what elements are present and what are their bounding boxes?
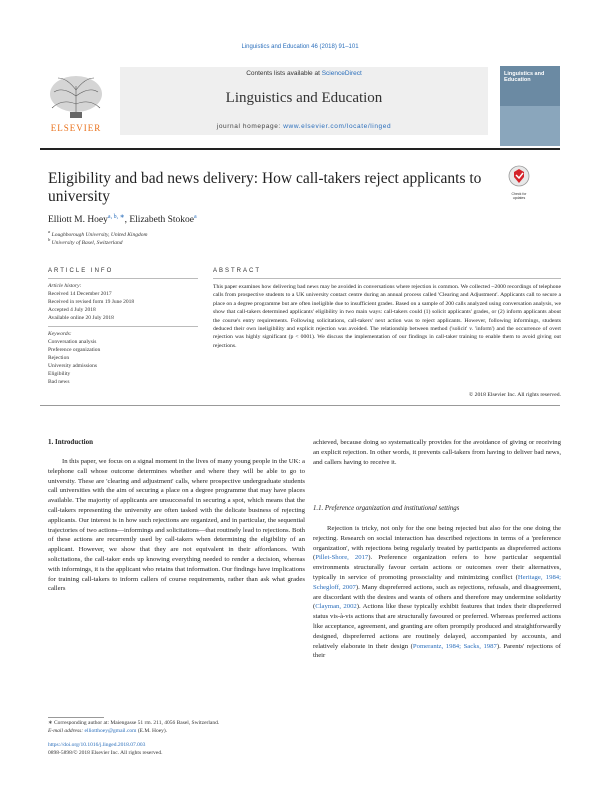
elsevier-logo (40, 66, 112, 136)
affiliation-mark: b (48, 237, 51, 242)
keywords-rule (48, 326, 198, 327)
abstract-copyright: © 2018 Elsevier Inc. All rights reserved. (468, 392, 561, 398)
citation-link[interactable]: Heritage, 1984; Schegloff, 2007 (313, 573, 561, 591)
email-label: E-mail address: (48, 728, 85, 734)
doi-line (48, 742, 308, 749)
issn-line: 0898-5898/© 2018 Elsevier Inc. All rights reserved. (48, 750, 163, 756)
article-info-rule (48, 278, 198, 279)
history-item: Received 14 December 2017 (48, 291, 112, 297)
text-run: ). Many dispreferred actions, such as rejections, refusals, and disagreement, are discordant with the desires and wants of others and therefore may undermine solidarity ( (313, 583, 561, 611)
doi-link[interactable]: https://doi.org/10.1016/j.linged.2018.07.003 (48, 742, 146, 748)
affiliation-text: University of Basel, Switzerland (51, 239, 123, 246)
subsection-heading: 1.1. Preference organization and institutional settings (313, 505, 460, 512)
affiliation-mark: a (48, 229, 51, 234)
article-info-heading: ARTICLE INFO (48, 268, 114, 274)
history-label: Article history: (48, 283, 82, 289)
header-rule (40, 148, 560, 150)
email-link[interactable]: elliotthoey@gmail.com (84, 728, 137, 734)
journal-title: Linguistics and Education (225, 90, 383, 106)
abstract-rule (213, 278, 561, 279)
keyword: Bad news (48, 379, 70, 385)
paper-title: Eligibility and bad news delivery: How call-takers reject applicants to university (48, 170, 482, 205)
homepage-prefix: journal homepage: (216, 123, 284, 130)
contents-prefix: Contents lists available at (246, 70, 322, 77)
journal-cover-thumbnail (500, 66, 560, 146)
citation-link[interactable]: Pomerantz, 1984; Sacks, 1987 (412, 642, 497, 650)
affiliation (48, 237, 123, 246)
keyword: Eligibility (48, 371, 71, 377)
journal-homepage (120, 123, 488, 130)
text-run: ). Actions like these typically exhibit features that index their dispreferred status vis-à-vis actions that are structurally favoured or preferred. Whereas preferred actions like acceptance, agreement, and granting are often promptly produced and straightforwardly designed, dispreferred actions are routinely delayed, accompanied by accounts, and relatively elaborate in their design ( (313, 603, 561, 650)
author-separator: , (124, 215, 130, 226)
footnote-rule (48, 717, 104, 718)
body-paragraph: In this paper, we focus on a signal moment in the lives of many young people in the UK: a telephone call whose outcome determines whether and where they will be able to go to university. These are 'clearing and adjustment' calls, where prospective undergraduate students call universities with the aim of securing a place on a degree programme that may have places available. The majority of applicants are unsuccessful in securing a spot, which means that the call-takers representing the university are often tasked with the delicate business of rejecting applicants. Our interest is in how such rejections are organized, and in particular, the sequential trajectories of two actions—informings and solicitations—that routinely lead to rejections. Both of these actions are recurrently used by call-takers when determining the eligibility of an applicant. However, we show that they are not equivalent in their affordances. With solicitations, the call-taker ends up knowing everything needed to render a decision, whereas with informings, it is the applicant who retains that information. Our findings have implications for training call-takers to inform callers of course requirements, rather than ask what grades callers (48, 458, 305, 593)
email-note (48, 728, 308, 735)
affiliation-text: Loughborough University, United Kingdom (51, 231, 148, 238)
text-run: ). Parents' rejections of their (313, 642, 561, 660)
contents-line (120, 70, 488, 77)
check-for-updates-badge[interactable] (508, 165, 530, 200)
corresponding-author-note: ∗ Corresponding author at: Maiengasse 51 rm. 211, 4056 Basel, Switzerland. (48, 720, 220, 726)
author-marks[interactable]: a (194, 214, 197, 220)
history-item: Received in revised form 19 June 2018 (48, 299, 135, 305)
keyword: University admissions (48, 363, 98, 369)
keyword: Preference organization (48, 347, 101, 353)
intro-column (48, 457, 305, 594)
body-paragraph (313, 524, 561, 661)
history-item: Available online 20 July 2018 (48, 315, 114, 321)
right-column-continuation: achieved, because doing so systematically provides for the avoidance of giving or receiving an explicit rejection. In other words, it prevents call-takers from having to deliver bad news, and callers having to receive it. (313, 439, 561, 466)
citation-link[interactable]: Pillet-Shore, 2017 (315, 554, 369, 562)
text-run: Rejection is tricky, not only for the one being rejected but also for the one doing the rejecting. Research on social interaction has described rejections in terms of a 'preference organization', with rejections being regularly treated by participants as dispreferred actions ( (313, 525, 561, 562)
cover-title: Linguistics and Education (504, 71, 545, 84)
author-name[interactable]: Elliott M. Hoey (48, 215, 108, 226)
elsevier-wordmark: ELSEVIER (50, 123, 102, 133)
author-list (48, 213, 197, 225)
abstract-text: This paper examines how delivering bad news may be avoided in conversations where rejection is common. We collected ~2000 recordings of telephone calls from prospective students to a UK university contact centre during an annual process called 'Clearing and Adjustment'. Applicants call to secure a place on a degree programme but are often ineligible due to insufficient grades. Based on a sample of 200 calls analyzed using conversation analysis, we show that call-takers determined applicants' eligibility in two main ways: call-takers could (1) solicit applicants' grades, or (2) inform applicants about the course's entry requirements. Following solicitations, call-takers' next action was to reject applicants. However, following informings, students deduced their own ineligibility and explicit rejection was avoided. The relationship between method ('solicit' v. 'inform') and the occurrence of overt rejection was highly significant (p < 0001). We discuss the implementation of our findings in call-taker training to enable them to avoid giving out rejections. (213, 284, 561, 349)
section-heading: 1. Introduction (48, 438, 93, 446)
crossmark-label: Check for updates (511, 192, 527, 200)
abstract-heading: ABSTRACT (213, 268, 262, 274)
citation-link[interactable]: Clayman, 2002 (315, 603, 357, 611)
journal-citation[interactable]: Linguistics and Education 46 (2018) 91–101 (241, 44, 359, 50)
keyword: Conversation analysis (48, 339, 97, 345)
front-matter-rule (40, 405, 560, 406)
keyword: Rejection (48, 355, 70, 361)
author-name[interactable]: Elizabeth Stokoe (129, 215, 194, 226)
crossmark-icon (508, 165, 530, 187)
sciencedirect-link[interactable]: ScienceDirect (321, 70, 362, 77)
keywords-label: Keywords: (48, 331, 72, 337)
history-item: Accepted 4 July 2018 (48, 307, 96, 313)
author-marks[interactable]: a, b, ∗ (107, 214, 125, 220)
email-suffix: (E.M. Hoey). (136, 728, 168, 734)
text-run: ). Preference organization refers to how particular sequential environments structurally favour certain actions or outcomes over their alternatives, typically in service of promoting prosociality and minimizing conflict ( (313, 554, 561, 581)
homepage-link[interactable]: www.elsevier.com/locate/linged (283, 123, 392, 130)
subsection-column (313, 524, 561, 661)
